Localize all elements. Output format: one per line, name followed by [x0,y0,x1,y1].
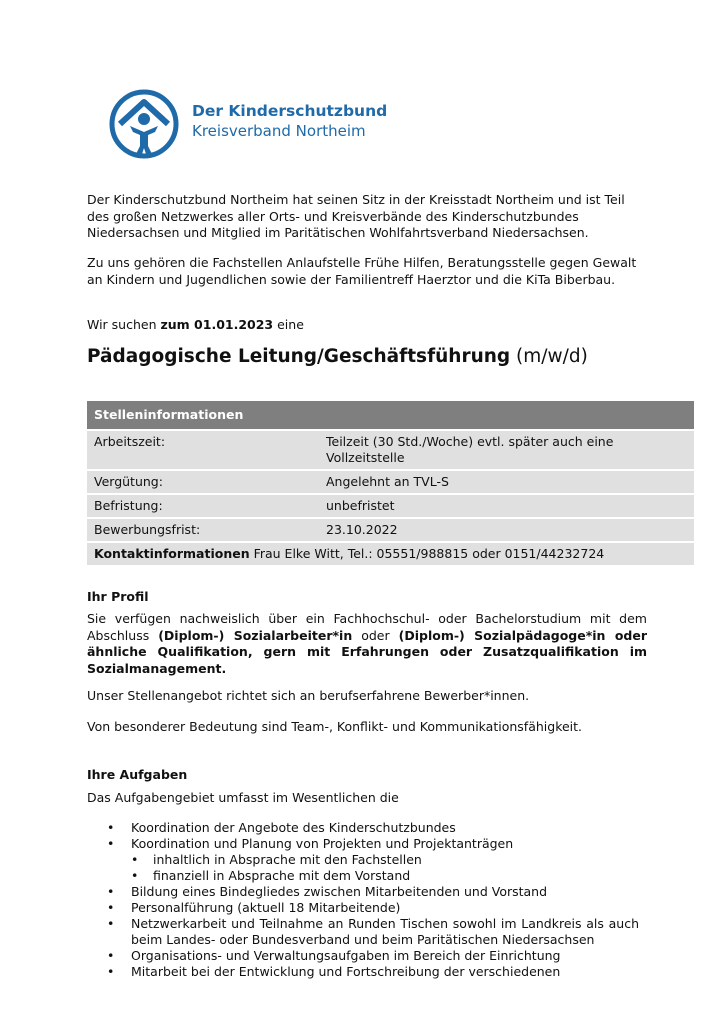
list-item: • Koordination der Angebote des Kinderschutzbundes [107,820,456,835]
organization-logo [108,88,388,160]
bullet-icon: • [107,836,115,851]
row-key: Arbeitszeit: [94,434,166,449]
profil-paragraph-2: Unser Stellenangebot richtet sich an berufserfahrene Bewerber*innen. [87,688,530,703]
intro-paragraph-1: Der Kinderschutzbund Northeim hat seinen Sitz in der Kreisstadt Northeim und ist Teil des großen Netzwerkes aller Orts- und Kreisverbände des Kinderschutzbundes Niedersachsen und Mitglied im Paritätischen Wohlfahrtsverband Niedersachsen. [87,192,625,240]
row-value: Angelehnt an TVL-S [326,474,449,489]
kinderschutzbund-house-child-icon [108,88,180,160]
bullet-icon: • [107,916,115,931]
aufgaben-section [87,767,647,784]
table-row [87,517,694,541]
row-key: Vergütung: [94,474,163,489]
bullet-icon: • [107,820,115,835]
contact-label: Kontaktinformationen [94,546,250,561]
job-title: Pädagogische Leitung/Geschäftsführung (m/w/d) [87,346,588,367]
logo-title: Der Kinderschutzbund [192,102,388,120]
bullet-icon: • [107,948,115,963]
list-item: • Netzwerkarbeit und Teilnahme an Runden Tischen sowohl im Landkreis als auch beim Landes- oder Bundesverband und beim Paritätischen Niedersachsen [107,916,639,947]
list-item: • Personalführung (aktuell 18 Mitarbeitende) [107,900,401,915]
search-line: Wir suchen zum 01.01.2023 eine [87,317,304,332]
aufgaben-heading: Ihre Aufgaben [87,767,188,782]
table-row [87,469,694,493]
row-key: Bewerbungsfrist: [94,522,201,537]
list-item: • Organisations- und Verwaltungsaufgaben im Bereich der Einrichtung [107,948,561,963]
row-value: unbefristet [326,498,395,513]
table-header: Stelleninformationen [87,401,694,429]
aufgaben-intro: Das Aufgabengebiet umfasst im Wesentlichen die [87,790,399,805]
row-key: Befristung: [94,498,163,513]
row-value: 23.10.2022 [326,522,398,537]
profil-paragraph-1: Sie verfügen nachweislich über ein Fachhochschul- oder Bachelorstudium mit dem Abschluss (Diplom-) Sozialarbeiter*in oder (Diplom-) Sozialpädagoge*in oder ähnliche Qualifikation, gern mit Erfahrungen oder Zusatzqualifikation im Sozialmanagement. [87,611,648,676]
bullet-icon: • [107,964,115,979]
sub-list-item: • finanziell in Absprache mit dem Vorstand [131,868,411,883]
profil-heading: Ihr Profil [87,589,149,604]
contact-value: Frau Elke Witt, Tel.: 05551/988815 oder 0151/44232724 [249,546,605,561]
row-value: Teilzeit (30 Std./Woche) evtl. später auch eine Vollzeitstelle [326,434,614,465]
stelleninformationen-table [87,401,694,565]
sub-list-item: • inhaltlich in Absprache mit den Fachstellen [131,852,422,867]
bullet-icon: • [107,884,115,899]
table-row [87,429,694,469]
bullet-icon: • [107,900,115,915]
list-item: • Bildung eines Bindegliedes zwischen Mitarbeitenden und Vorstand [107,884,548,899]
list-item: • Koordination und Planung von Projekten und Projektanträgen [107,836,514,851]
profil-paragraph-3: Von besonderer Bedeutung sind Team-, Konflikt- und Kommunikationsfähigkeit. [87,719,583,734]
bullet-icon: • [131,852,139,867]
aufgaben-list-wrap [87,820,639,980]
logo-subtitle: Kreisverband Northeim [192,122,366,140]
aufgaben-list [87,820,639,980]
profil-section [87,589,647,606]
intro-paragraph-2: Zu uns gehören die Fachstellen Anlaufstelle Frühe Hilfen, Beratungsstelle gegen Gewalt an Kindern und Jugendlichen sowie der Familientreff Haerztor und die KiTa Biberbau. [87,255,637,287]
list-item: • Mitarbeit bei der Entwicklung und Fortschreibung der verschiedenen [107,964,561,979]
bullet-icon: • [131,868,139,883]
contact-row [87,541,694,565]
table-row [87,493,694,517]
